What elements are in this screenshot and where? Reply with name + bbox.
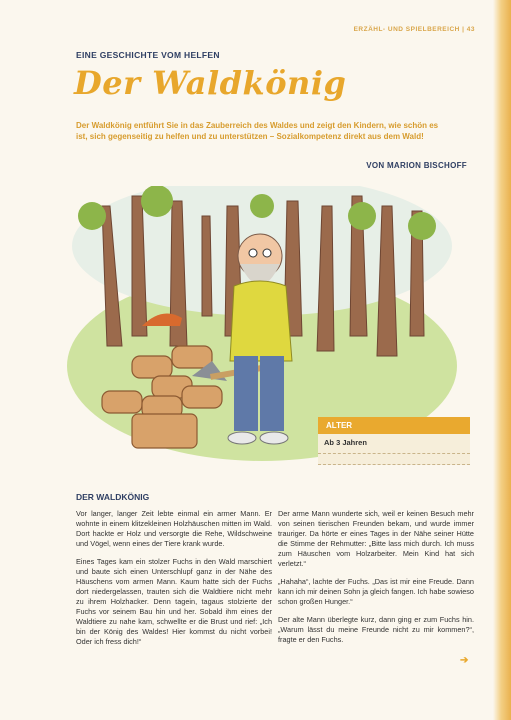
story-heading: DER WALDKÖNIG — [76, 492, 150, 502]
article-author: VON MARION BISCHOFF — [366, 161, 467, 170]
age-label: ALTER — [318, 417, 470, 434]
story-paragraph: Vor langer, langer Zeit lebte einmal ein armer Mann. Er wohnte in einem klitzekleinen Holzhäuschen mitten im Wald. Dort hackte er Holz und versorgte die Rehe, Wildschweine und Vögel, wenn eines der Tiere krank wurde. — [76, 509, 272, 548]
story-paragraph: Eines Tages kam ein stolzer Fuchs in den Wald marschiert und baute sich einen Unterschlupf ganz in der Nähe des Häuschens vom armen Mann. Kaum hatte sich der Fuchs dort niedergelassen, trauten sich die Waldtiere nicht mehr zu ihrem Holzhacker. Denn tagein, tagaus stolzierte der Fuchs vor seinem Bau hin und her. Sobald ihm eines der Waldtiere zu nahe kam, schwellte er die Brust und rief: „Ich bin der König des Waldes! Hier kommst du nicht vorbei! Oder ich fress dich!“ — [76, 557, 272, 646]
arrow-right-icon: ➔ — [460, 655, 469, 666]
page-edge-decoration — [493, 0, 511, 720]
story-paragraph: Der alte Mann überlegte kurz, dann ging er zum Fuchs hin. „Warum lässt du meine Freunde nicht zu mir kommen?“, fragte er den Fuchs. — [278, 615, 474, 644]
age-value: Ab 3 Jahren — [318, 434, 470, 454]
story-paragraph: „Hahaha“, lachte der Fuchs. „Das ist mir eine Freude. Dann kann ich mir deinen Sohn ja gleich fangen. Ich habe sowieso schon großen Hunger.“ — [278, 577, 474, 606]
article-kicker: EINE GESCHICHTE VOM HELFEN — [76, 50, 220, 60]
story-column-right — [278, 509, 474, 653]
running-header: ERZÄHL- UND SPIELBEREICH | 43 — [353, 26, 475, 33]
age-info-box — [318, 417, 470, 463]
story-paragraph: Der arme Mann wunderte sich, weil er keinen Besuch mehr von seinen tierischen Freunden bekam, und wurde immer trauriger. Da hörte er eines Tages in der Nähe seiner Hütte die Stimme der Rehmutter: „Bitte lass mich durch. Ich muss zum Häuschen vom Holzarbeiter. Mein Kind hat sich verletzt.“ — [278, 509, 474, 568]
article-title: Der Waldkönig — [74, 64, 347, 102]
age-box-footer — [318, 454, 470, 465]
story-column-left — [76, 509, 272, 655]
article-intro: Der Waldkönig entführt Sie in das Zauberreich des Waldes und zeigt den Kindern, wie schön es ist, sich gegenseitig zu helfen und zu unterstützen – Sozialkompetenz direkt aus dem Wald! — [76, 121, 439, 141]
